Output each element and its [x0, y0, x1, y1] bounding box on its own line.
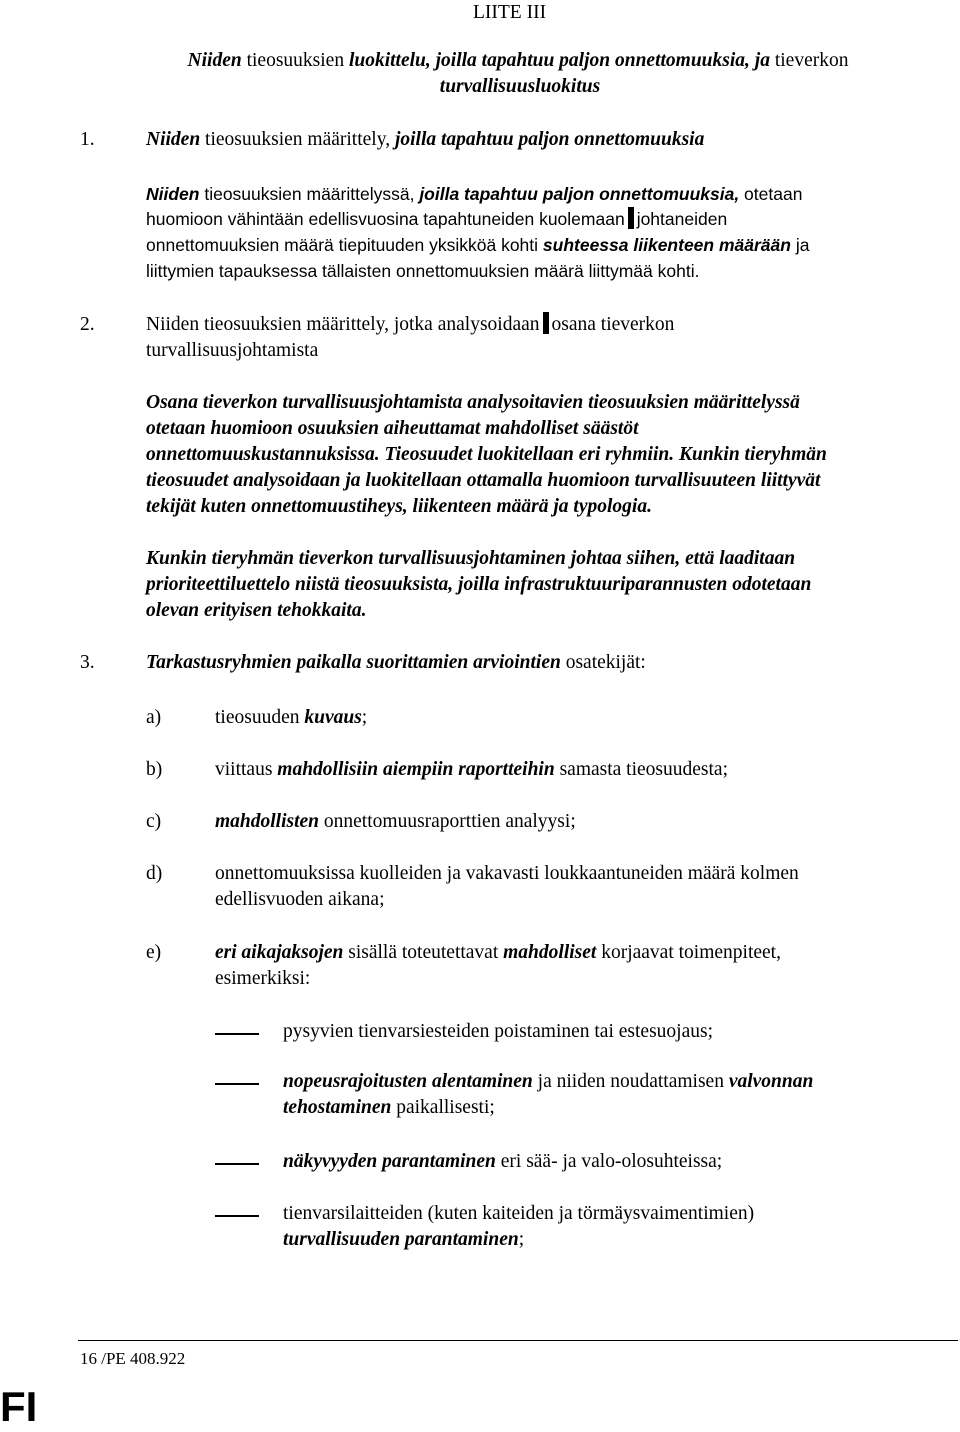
- sub-list-item: tienvarsilaitteiden (kuten kaiteiden ja törmäysvaimentimien): [283, 1203, 755, 1224]
- paragraph-line: Osana tieverkon turvallisuusjohtamista analysoitavien tieosuuksien määrittelyssä: [146, 392, 800, 413]
- paragraph-line: olevan erityisen tehokkaita.: [146, 600, 367, 621]
- text-part: joilla tapahtuu paljon onnettomuuksia,: [419, 184, 740, 204]
- list-letter: a): [146, 707, 162, 728]
- text-part: mahdolliset: [503, 942, 597, 963]
- list-item: [215, 757, 915, 783]
- list-item: [215, 705, 915, 731]
- sub-list-item: pysyvien tienvarsiesteiden poistaminen tai estesuojaus;: [283, 1021, 713, 1042]
- title-part: tieosuuksien: [241, 50, 349, 71]
- paragraph-line: [146, 181, 926, 207]
- section-number: 1.: [80, 129, 95, 150]
- text-part: valvonnan: [728, 1071, 814, 1092]
- sub-list-item: [283, 1149, 923, 1175]
- heading-part: osana tieverkon: [551, 314, 675, 335]
- text-part: tieosuuksien määrittelyssä,: [199, 184, 420, 204]
- text-part: huomioon vähintään edellisvuosina tapahtuneiden kuolemaan: [146, 209, 625, 229]
- language-code: FI: [0, 1383, 38, 1430]
- section-heading: [146, 127, 926, 153]
- list-item: [215, 809, 915, 835]
- heading-part: joilla tapahtuu paljon onnettomuuksia: [394, 129, 705, 150]
- text-part: ja: [790, 235, 810, 255]
- paragraph-line: onnettomuuskustannuksissa. Tieosuudet luokitellaan eri ryhmiin. Kunkin tieryhmän: [146, 444, 827, 465]
- text-part: sisällä toteutettavat: [343, 942, 504, 963]
- dash-bullet: [215, 1033, 259, 1035]
- text-part: mahdollisiin aiempiin raportteihin: [277, 759, 555, 780]
- sub-list-item: [283, 1069, 923, 1095]
- list-item-line2: esimerkiksi:: [215, 968, 311, 989]
- text-part: ja niiden noudattamisen: [532, 1071, 729, 1092]
- text-part: eri sää- ja valo-olosuhteissa;: [495, 1151, 723, 1172]
- text-part: ;: [518, 1229, 525, 1250]
- title-part: Niiden: [187, 50, 242, 71]
- list-letter: d): [146, 863, 163, 884]
- deletion-marker: [628, 207, 634, 229]
- section-heading: [146, 312, 926, 338]
- text-part: näkyvyyden parantaminen: [283, 1151, 496, 1172]
- text-part: ;: [361, 707, 368, 728]
- sub-list-item-line2: [283, 1095, 923, 1121]
- heading-part: tieosuuksien määrittely,: [200, 129, 395, 150]
- heading-part: Tarkastusryhmien paikalla suorittamien arviointien: [146, 652, 561, 673]
- section-number: 3.: [80, 652, 95, 673]
- text-part: johtaneiden: [636, 209, 728, 229]
- paragraph-line: tekijät kuten onnettomuustiheys, liikenteen määrä ja typologia.: [146, 496, 652, 517]
- list-letter: e): [146, 942, 162, 963]
- dash-bullet: [215, 1215, 259, 1217]
- section-heading: [146, 650, 926, 676]
- text-part: suhteessa liikenteen määrään: [542, 235, 791, 255]
- section-heading-line2: turvallisuusjohtamista: [146, 340, 319, 361]
- footer-divider: [78, 1340, 958, 1341]
- page-reference: 16 /PE 408.922: [80, 1349, 186, 1368]
- list-item: [215, 940, 915, 966]
- heading-part: osatekijät:: [560, 652, 646, 673]
- dash-bullet: [215, 1163, 259, 1165]
- list-item: onnettomuuksissa kuolleiden ja vakavasti loukkaantuneiden määrä kolmen: [215, 863, 799, 884]
- list-letter: b): [146, 759, 163, 780]
- title-part: tieverkon: [769, 50, 849, 71]
- text-part: kuvaus: [304, 707, 362, 728]
- text-part: onnettomuusraporttien analyysi;: [319, 811, 576, 832]
- paragraph-line: liittymien tapauksessa tällaisten onnettomuuksien määrä liittymää kohti.: [146, 261, 700, 281]
- list-letter: c): [146, 811, 162, 832]
- annex-label: LIITE III: [473, 2, 547, 23]
- text-part: viittaus: [215, 759, 278, 780]
- document-title: [0, 48, 960, 74]
- paragraph-line: [146, 206, 926, 232]
- text-part: eri aikajaksojen: [215, 942, 344, 963]
- list-item-line2: edellisvuoden aikana;: [215, 889, 385, 910]
- text-part: tehostaminen: [283, 1097, 392, 1118]
- heading-part: Niiden tieosuuksien määrittely, jotka analysoidaan: [146, 314, 540, 335]
- paragraph-line: [146, 232, 926, 258]
- text-part: mahdollisten: [215, 811, 320, 832]
- paragraph-line: tieosuudet analysoidaan ja luokitellaan ottamalla huomioon turvallisuuteen liittyvät: [146, 470, 821, 491]
- dash-bullet: [215, 1083, 259, 1085]
- text-part: paikallisesti;: [391, 1097, 495, 1118]
- text-part: Niiden: [146, 184, 200, 204]
- heading-part: Niiden: [146, 129, 201, 150]
- text-part: otetaan: [739, 184, 803, 204]
- paragraph-line: prioriteettiluettelo niistä tieosuuksista, joilla infrastruktuuriparannusten odotetaan: [146, 574, 812, 595]
- text-part: onnettomuuksien määrä tiepituuden yksikköä kohti: [146, 235, 543, 255]
- text-part: samasta tieosuudesta;: [554, 759, 728, 780]
- paragraph-line: otetaan huomioon osuuksien aiheuttamat mahdolliset säästöt: [146, 418, 639, 439]
- text-part: nopeusrajoitusten alentaminen: [283, 1071, 533, 1092]
- text-part: turvallisuuden parantaminen: [283, 1229, 519, 1250]
- text-part: tieosuuden: [215, 707, 305, 728]
- text-part: korjaavat toimenpiteet,: [596, 942, 781, 963]
- title-part: luokittelu, joilla tapahtuu paljon onnettomuuksia, ja: [348, 50, 770, 71]
- document-title-line2: turvallisuusluokitus: [439, 76, 601, 97]
- section-number: 2.: [80, 314, 95, 335]
- deletion-marker: [543, 312, 549, 334]
- sub-list-item-line2: [283, 1227, 923, 1253]
- paragraph-line: Kunkin tieryhmän tieverkon turvallisuusjohtaminen johtaa siihen, että laaditaan: [146, 548, 796, 569]
